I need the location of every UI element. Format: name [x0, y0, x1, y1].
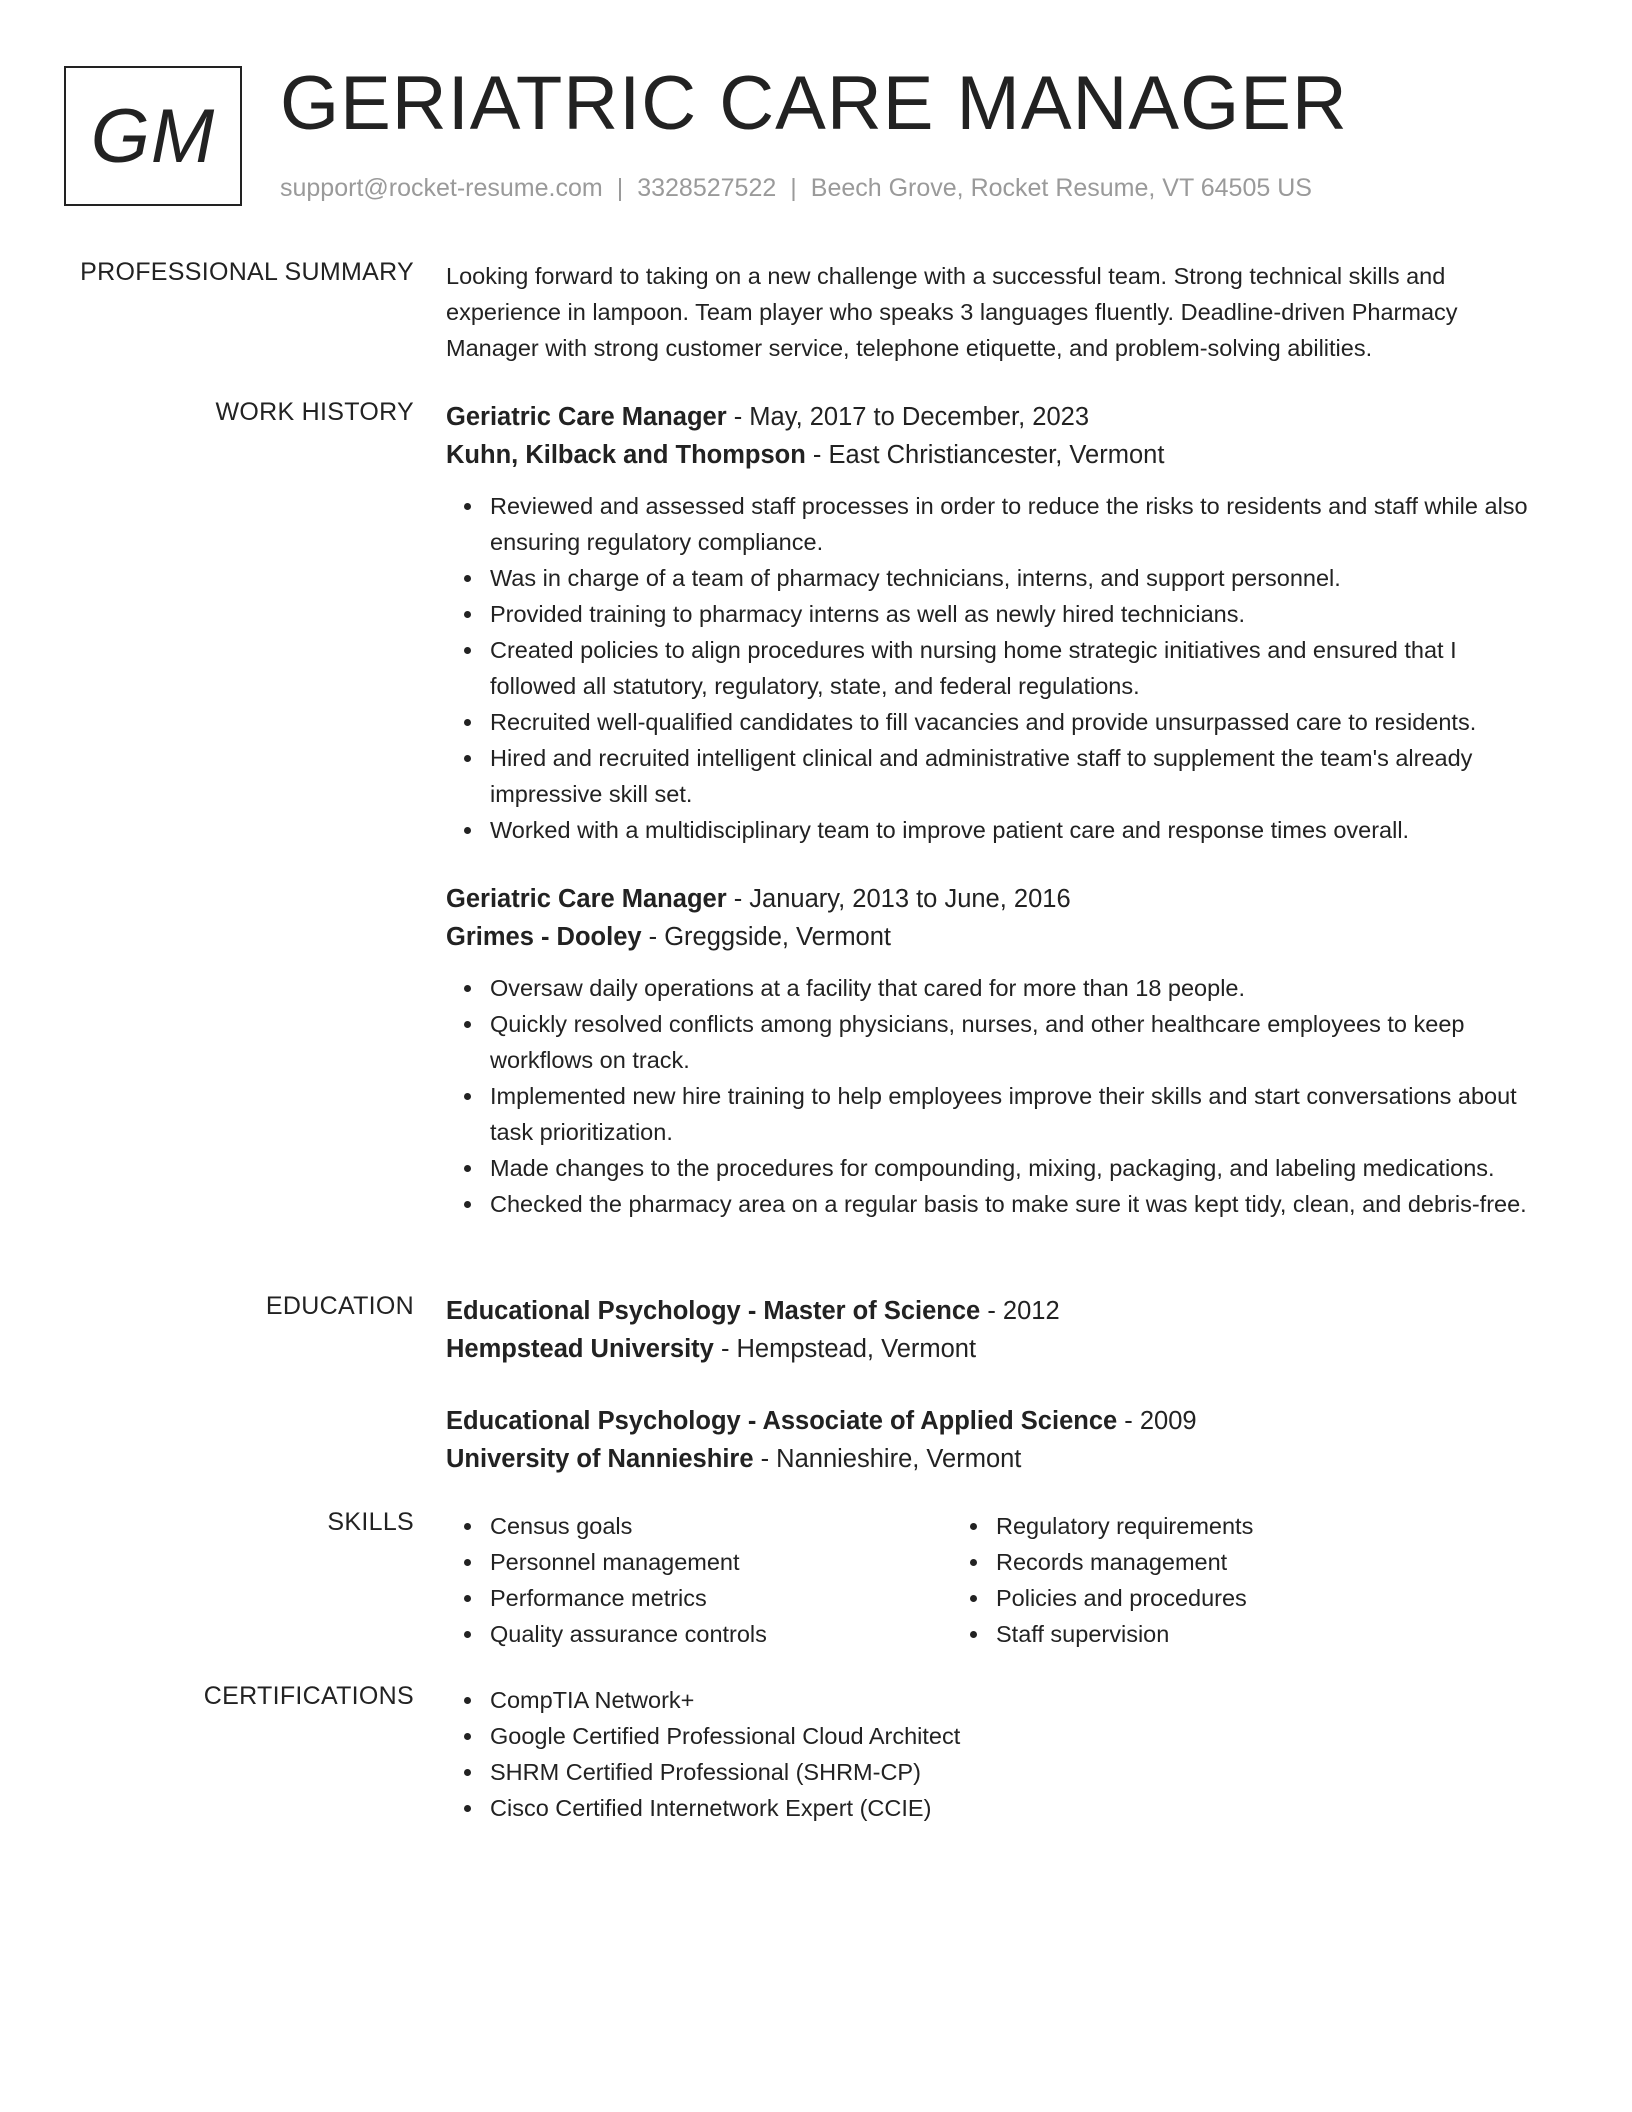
- list-item: Cisco Certified Internetwork Expert (CCIE): [490, 1790, 1546, 1826]
- job-company-line: [446, 918, 1546, 956]
- education-label: EDUCATION: [265, 1292, 414, 1320]
- list-item: Google Certified Professional Cloud Architect: [490, 1718, 1546, 1754]
- school: University of Nannieshire: [446, 1445, 754, 1473]
- list-item: Recruited well-qualified candidates to fill vacancies and provide unsurpassed care to residents.: [490, 704, 1546, 740]
- summary-text: [446, 258, 1546, 366]
- list-item: Quality assurance controls: [490, 1616, 952, 1652]
- page-title: GERIATRIC CARE MANAGER: [280, 61, 1348, 146]
- school: Hempstead University: [446, 1335, 714, 1363]
- skills-list-right: [952, 1508, 1458, 1652]
- job-title-line: [446, 398, 1546, 436]
- list-item: Oversaw daily operations at a facility that cared for more than 18 people.: [490, 970, 1546, 1006]
- list-item: Policies and procedures: [996, 1580, 1458, 1616]
- skills-body: [446, 1508, 1546, 1652]
- work-history-body: [446, 398, 1546, 1222]
- list-item: Created policies to align procedures with nursing home strategic initiatives and ensured that I followed all statutory, regulatory, state, and federal regulations.: [490, 632, 1546, 704]
- job-location: - East Christiancester, Vermont: [805, 441, 1165, 469]
- list-item: Performance metrics: [490, 1580, 952, 1616]
- summary-label: PROFESSIONAL SUMMARY: [80, 258, 414, 286]
- list-item: Reviewed and assessed staff processes in order to reduce the risks to residents and staff while also ensuring regulatory compliance.: [490, 488, 1546, 560]
- list-item: Hired and recruited intelligent clinical and administrative staff to supplement the team's already impressive skill set.: [490, 740, 1546, 812]
- summary-line: experience in lampoon. Team player who speaks 3 languages fluently. Deadline-driven Pharmacy: [446, 299, 1458, 325]
- list-item: Regulatory requirements: [996, 1508, 1458, 1544]
- list-item: Provided training to pharmacy interns as well as newly hired technicians.: [490, 596, 1546, 632]
- contact-email: support@rocket-resume.com: [280, 174, 603, 202]
- job-duties: [446, 970, 1546, 1222]
- job-company: Grimes - Dooley: [446, 923, 642, 951]
- contact-phone: 3328527522: [637, 174, 777, 202]
- degree-line: [446, 1292, 1546, 1330]
- education-entry: [446, 1292, 1546, 1368]
- job-location: - Greggside, Vermont: [641, 923, 892, 951]
- contact-separator: |: [616, 174, 624, 202]
- school-line: [446, 1330, 1546, 1368]
- certifications-body: [446, 1682, 1546, 1826]
- skills-label: SKILLS: [327, 1508, 414, 1536]
- job-entry: [446, 398, 1546, 848]
- certifications-list: [446, 1682, 1546, 1826]
- list-item: Implemented new hire training to help employees improve their skills and start conversations about task prioritization.: [490, 1078, 1546, 1150]
- skills-list-left: [446, 1508, 952, 1652]
- degree-year: - 2009: [1117, 1407, 1197, 1435]
- job-entry: [446, 880, 1546, 1222]
- list-item: Checked the pharmacy area on a regular basis to make sure it was kept tidy, clean, and debris-free.: [490, 1186, 1546, 1222]
- contact-address: Beech Grove, Rocket Resume, VT 64505 US: [810, 174, 1312, 202]
- job-title-line: [446, 880, 1546, 918]
- contact-separator: |: [790, 174, 797, 202]
- degree-line: [446, 1402, 1546, 1440]
- job-title: Geriatric Care Manager: [446, 885, 727, 913]
- job-title: Geriatric Care Manager: [446, 403, 727, 431]
- contact-line: [280, 174, 1312, 203]
- list-item: Staff supervision: [996, 1616, 1458, 1652]
- list-item: Quickly resolved conflicts among physicians, nurses, and other healthcare employees to keep workflows on track.: [490, 1006, 1546, 1078]
- job-duties: [446, 488, 1546, 848]
- monogram-logo: GM: [64, 66, 242, 206]
- list-item: Was in charge of a team of pharmacy technicians, interns, and support personnel.: [490, 560, 1546, 596]
- school-location: - Nannieshire, Vermont: [753, 1445, 1022, 1473]
- job-company: Kuhn, Kilback and Thompson: [446, 441, 806, 469]
- work-history-label: WORK HISTORY: [215, 398, 414, 426]
- education-body: [446, 1292, 1546, 1478]
- degree: Educational Psychology - Master of Science: [446, 1297, 981, 1325]
- school-line: [446, 1440, 1546, 1478]
- list-item: Worked with a multidisciplinary team to improve patient care and response times overall.: [490, 812, 1546, 848]
- job-dates: - January, 2013 to June, 2016: [726, 885, 1071, 913]
- summary-line: Looking forward to taking on a new challenge with a successful team. Strong technical skills and: [446, 263, 1446, 289]
- list-item: Personnel management: [490, 1544, 952, 1580]
- degree-year: - 2012: [980, 1297, 1060, 1325]
- education-entry: [446, 1402, 1546, 1478]
- job-dates: - May, 2017 to December, 2023: [726, 403, 1090, 431]
- summary-line: Manager with strong customer service, telephone etiquette, and problem-solving abilities.: [446, 335, 1373, 361]
- list-item: CompTIA Network+: [490, 1682, 1546, 1718]
- degree: Educational Psychology - Associate of Applied Science: [446, 1407, 1118, 1435]
- job-company-line: [446, 436, 1546, 474]
- resume-header: [64, 61, 1564, 210]
- list-item: Records management: [996, 1544, 1458, 1580]
- list-item: Census goals: [490, 1508, 952, 1544]
- school-location: - Hempstead, Vermont: [713, 1335, 977, 1363]
- certifications-label: CERTIFICATIONS: [203, 1682, 414, 1710]
- list-item: Made changes to the procedures for compounding, mixing, packaging, and labeling medications.: [490, 1150, 1546, 1186]
- list-item: SHRM Certified Professional (SHRM-CP): [490, 1754, 1546, 1790]
